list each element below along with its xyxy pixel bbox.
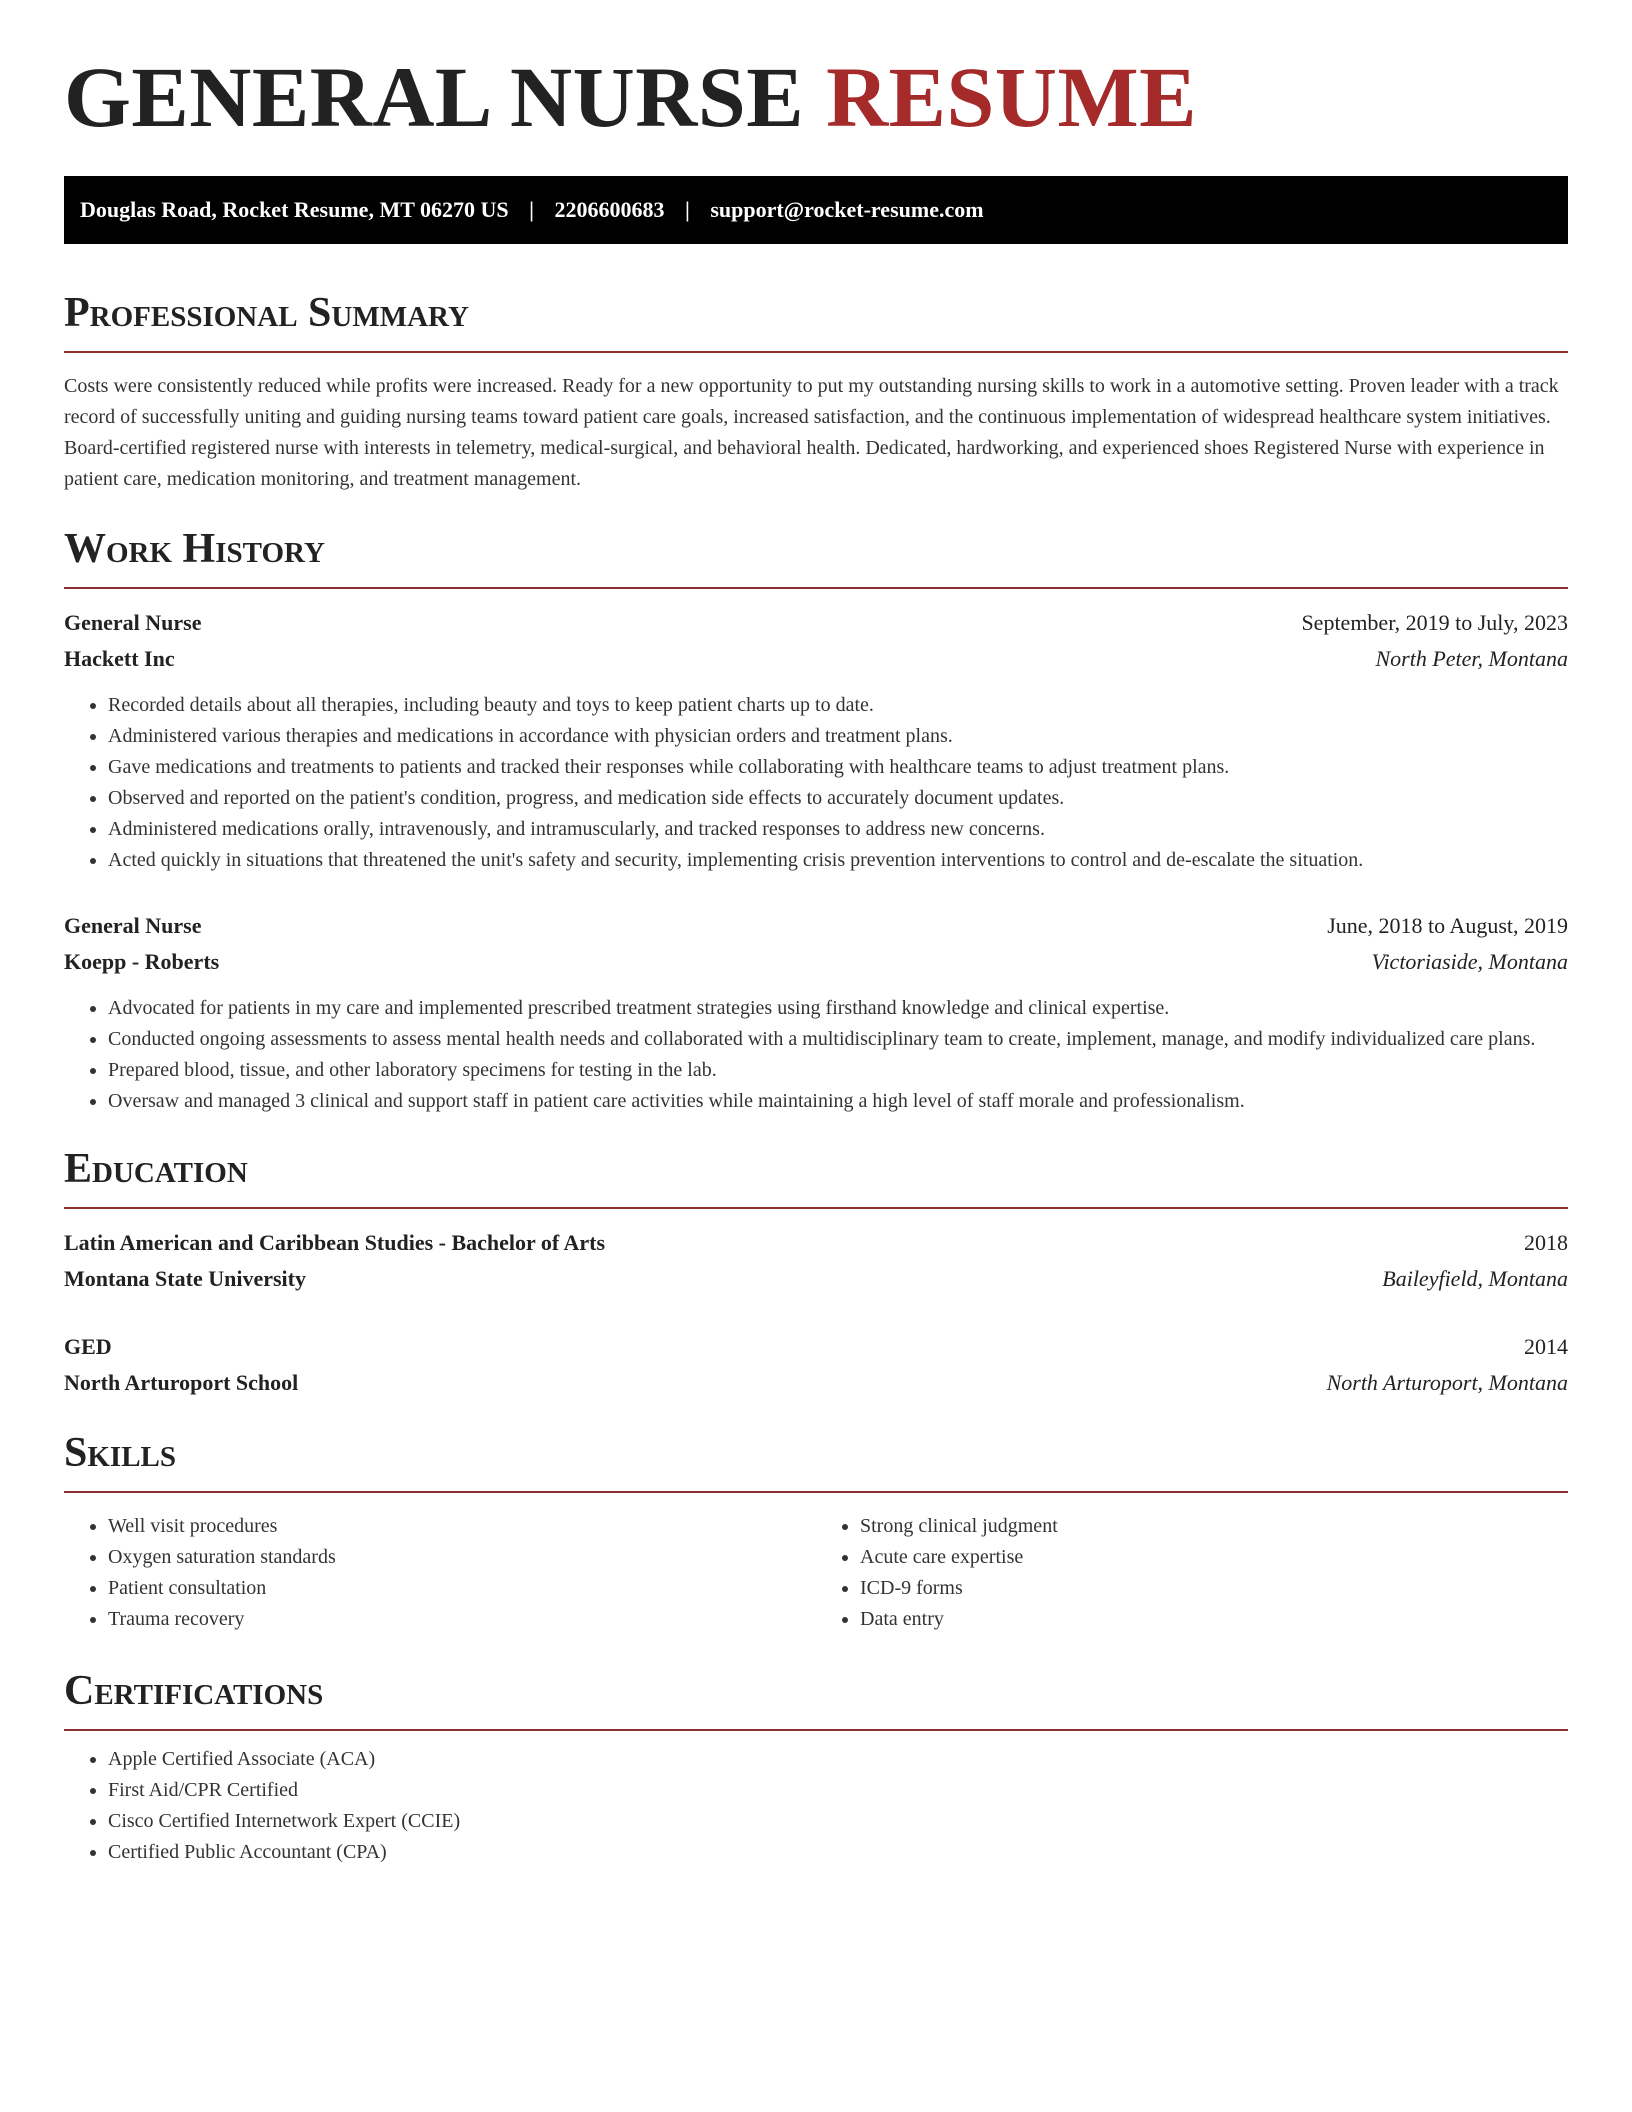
- contact-email: support@rocket-resume.com: [710, 197, 984, 222]
- title-accent: RESUME: [826, 49, 1197, 145]
- list-item: • Observed and reported on the patient's condition, progress, and medication side effects to accurately document updates.: [108, 783, 1568, 814]
- degree-name: GED: [64, 1334, 112, 1359]
- job-dates: September, 2019 to July, 2023: [1301, 610, 1568, 635]
- contact-separator: |: [529, 197, 534, 222]
- summary-text: Costs were consistently reduced while profits were increased. Ready for a new opportunity to put my outstanding nursing skills to work in a automotive setting. Proven leader with a track record of successfully uniting and guiding nursing teams toward patient care goals, increased satisfaction, and the continuous implementation of widespread healthcare system initiatives. Board-certified registered nurse with interests in telemetry, medical-surgical, and behavioral health. Dedicated, hardworking, and experienced shoes Registered Nurse with experience in patient care, medication monitoring, and treatment management.: [64, 375, 1559, 490]
- job-entry: [64, 605, 1568, 876]
- list-item: • Administered various therapies and medications in accordance with physician orders and treatment plans.: [108, 721, 1568, 752]
- job-bullets: [64, 690, 1568, 876]
- resume-title: [64, 0, 1568, 145]
- school-name: North Arturoport School: [64, 1370, 299, 1395]
- job-title: General Nurse: [64, 610, 202, 635]
- resume-page: [64, 0, 1568, 1868]
- section-heading-skills: Skills: [64, 1429, 1568, 1493]
- contact-address: Douglas Road, Rocket Resume, MT 06270 US: [80, 197, 509, 222]
- skill-item: • Well visit procedures: [108, 1511, 816, 1542]
- job-title-row: [64, 605, 1568, 641]
- section-heading-certifications: Certifications: [64, 1667, 1568, 1731]
- skill-item: • Acute care expertise: [860, 1542, 1568, 1573]
- title-main: GENERAL NURSE: [64, 49, 805, 145]
- skill-item: • Trauma recovery: [108, 1604, 816, 1635]
- job-title-row: [64, 908, 1568, 944]
- skills-column-right: [816, 1511, 1568, 1635]
- degree-year: 2018: [1524, 1230, 1568, 1255]
- certification-item: • First Aid/CPR Certified: [108, 1775, 1568, 1806]
- education-entry: [64, 1329, 1568, 1401]
- job-bullets: [64, 993, 1568, 1117]
- list-item: • Advocated for patients in my care and implemented prescribed treatment strategies using firsthand knowledge and clinical expertise.: [108, 993, 1568, 1024]
- list-item: • Prepared blood, tissue, and other laboratory specimens for testing in the lab.: [108, 1055, 1568, 1086]
- skill-item: • Oxygen saturation standards: [108, 1542, 816, 1573]
- list-item: • Conducted ongoing assessments to assess mental health needs and collaborated with a multidisciplinary team to create, implement, manage, and modify individualized care plans.: [108, 1024, 1568, 1055]
- school-location: Baileyfield, Montana: [1382, 1266, 1568, 1291]
- degree-year: 2014: [1524, 1334, 1568, 1359]
- job-company: Hackett Inc: [64, 646, 175, 671]
- skill-item: • Strong clinical judgment: [860, 1511, 1568, 1542]
- section-heading-work-history: Work History: [64, 525, 1568, 589]
- contact-separator: |: [684, 197, 690, 222]
- list-item: • Administered medications orally, intravenously, and intramuscularly, and tracked responses to address new concerns.: [108, 814, 1568, 845]
- school-row: [64, 1261, 1568, 1297]
- list-item: • Acted quickly in situations that threatened the unit's safety and security, implementing crisis prevention interventions to control and de-escalate the situation.: [108, 845, 1568, 876]
- section-heading-education: Education: [64, 1145, 1568, 1209]
- degree-row: [64, 1329, 1568, 1365]
- certification-item: • Certified Public Accountant (CPA): [108, 1837, 1568, 1868]
- skill-item: • Data entry: [860, 1604, 1568, 1635]
- degree-name: Latin American and Caribbean Studies - Bachelor of Arts: [64, 1230, 606, 1255]
- skill-item: • Patient consultation: [108, 1573, 816, 1604]
- list-item: • Oversaw and managed 3 clinical and support staff in patient care activities while maintaining a high level of staff morale and professionalism.: [108, 1086, 1568, 1117]
- degree-row: [64, 1225, 1568, 1261]
- certification-item: • Apple Certified Associate (ACA): [108, 1744, 1568, 1775]
- job-location: Victoriaside, Montana: [1371, 949, 1568, 974]
- section-heading-summary: Professional Summary: [64, 289, 1568, 353]
- skills-grid: [64, 1511, 1568, 1635]
- job-entry: [64, 908, 1568, 1117]
- contact-phone: 2206600683: [554, 197, 665, 222]
- education-entry: [64, 1225, 1568, 1297]
- contact-bar: [64, 176, 1568, 244]
- job-company-row: [64, 944, 1568, 980]
- certification-item: • Cisco Certified Internetwork Expert (CCIE): [108, 1806, 1568, 1837]
- school-row: [64, 1365, 1568, 1401]
- job-title: General Nurse: [64, 913, 202, 938]
- list-item: • Gave medications and treatments to patients and tracked their responses while collaborating with healthcare teams to adjust treatment plans.: [108, 752, 1568, 783]
- skill-item: • ICD-9 forms: [860, 1573, 1568, 1604]
- school-location: North Arturoport, Montana: [1326, 1370, 1568, 1395]
- list-item: • Recorded details about all therapies, including beauty and toys to keep patient charts up to date.: [108, 690, 1568, 721]
- job-company-row: [64, 641, 1568, 677]
- job-company: Koepp - Roberts: [64, 949, 220, 974]
- job-location: North Peter, Montana: [1375, 646, 1568, 671]
- skills-column-left: [64, 1511, 816, 1635]
- certifications-list: [64, 1744, 1568, 1868]
- job-dates: June, 2018 to August, 2019: [1327, 913, 1568, 938]
- school-name: Montana State University: [64, 1266, 306, 1291]
